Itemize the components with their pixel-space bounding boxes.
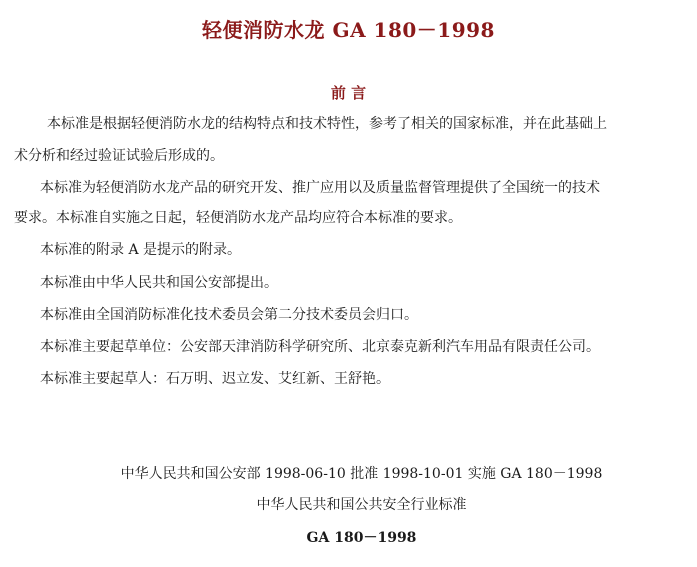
paragraph-line: 术分析和经过验证试验后形成的。: [14, 148, 224, 164]
paragraph-line: 本标准主要起草单位：公安部天津消防科学研究所、北京泰克新利汽车用品有限责任公司。: [40, 339, 600, 355]
preface-heading: 前 言: [330, 84, 367, 102]
paragraph-line: 本标准是根据轻便消防水龙的结构特点和技术特性，参考了相关的国家标准，并在此基础上: [47, 116, 607, 132]
standard-code: GA 180－1998: [306, 530, 417, 546]
standard-type: 中华人民共和国公共安全行业标准: [256, 497, 467, 513]
paragraph-line: 本标准由中华人民共和国公安部提出。: [40, 275, 278, 291]
paragraph-line: 本标准主要起草人：石万明、迟立发、艾红新、王舒艳。: [40, 371, 390, 387]
document-title: 轻便消防水龙 GA 180－1998: [202, 18, 495, 42]
approval-line: 中华人民共和国公安部 1998-06-10 批准 1998-10-01 实施 GA 180－1998: [120, 466, 603, 482]
paragraph-line: 本标准的附录 A 是提示的附录。: [40, 242, 242, 258]
paragraph-line: 要求。本标准自实施之日起，轻便消防水龙产品均应符合本标准的要求。: [14, 210, 462, 226]
paragraph-line: 本标准由全国消防标准化技术委员会第二分技术委员会归口。: [40, 307, 418, 323]
paragraph-line: 本标准为轻便消防水龙产品的研究开发、推广应用以及质量监督管理提供了全国统一的技术: [40, 180, 600, 196]
